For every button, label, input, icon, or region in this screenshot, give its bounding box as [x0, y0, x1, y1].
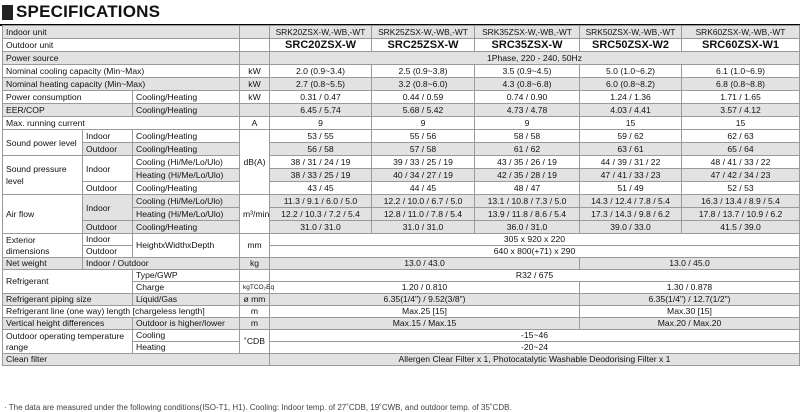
- row-airflow-indoor-cooling: [3, 195, 800, 208]
- value-cell: 39 / 33 / 25 / 19: [372, 156, 475, 169]
- value-cell: 3.2 (0.8~6.0): [372, 78, 475, 91]
- unit-kw: kW: [240, 65, 270, 78]
- value-cell: 43 / 45: [270, 182, 372, 195]
- unit-a: A: [240, 117, 270, 130]
- value-refrigerant-type: R32 / 675: [270, 270, 800, 282]
- value-cell: 4.03 / 4.41: [580, 104, 682, 117]
- row-sound-pressure-outdoor: [3, 182, 800, 195]
- unit-kgtco2: kgTCO₂Eq: [240, 282, 270, 294]
- sub-outdoor: Outdoor: [83, 143, 133, 156]
- sub-indoor: Indoor: [83, 195, 133, 221]
- sub-heating: Heating (Hi/Me/Lo/Ulo): [133, 169, 240, 182]
- value-cell: 52 / 53: [682, 182, 800, 195]
- value-cell: Max.20 / Max.20: [580, 318, 800, 330]
- value-cell: 55 / 56: [372, 130, 475, 143]
- value-cell: 3.57 / 4.12: [682, 104, 800, 117]
- unit-m3min: m³/min: [240, 195, 270, 234]
- sub-outdoor: Outdoor: [83, 221, 133, 234]
- value-cell: 13.0 / 45.0: [580, 258, 800, 270]
- sub-type-gwp: Type/GWP: [133, 270, 240, 282]
- value-cell: 56 / 58: [270, 143, 372, 156]
- value-cell: Max.15 / Max.15: [270, 318, 580, 330]
- unit-mm: ø mm: [240, 294, 270, 306]
- page-title: SPECIFICATIONS: [16, 2, 161, 21]
- value-cell: 12.2 / 10.3 / 7.2 / 5.4: [270, 208, 372, 221]
- label-height-diff: Vertical height differences: [3, 318, 133, 330]
- unit-mm: mm: [240, 234, 270, 258]
- row-cooling-capacity: [3, 65, 800, 78]
- value-cell: 2.7 (0.8~5.5): [270, 78, 372, 91]
- label-eer-cop: EER/COP: [3, 104, 133, 117]
- sub-indoor: Indoor: [83, 130, 133, 143]
- value-cell: 4.73 / 4.78: [475, 104, 580, 117]
- row-height-diff: [3, 318, 800, 330]
- value-power-source: 1Phase, 220 - 240, 50Hz: [270, 52, 800, 65]
- row-piping-size: [3, 294, 800, 306]
- value-cell: 40 / 34 / 27 / 19: [372, 169, 475, 182]
- value-cell: 6.1 (1.0~6.9): [682, 65, 800, 78]
- sub-indoor: Indoor: [83, 234, 133, 246]
- value-cell: 2.0 (0.9~3.4): [270, 65, 372, 78]
- value-cell: 0.44 / 0.59: [372, 91, 475, 104]
- value-cell: Max.30 [15]: [580, 306, 800, 318]
- value-cell: 5.68 / 5.42: [372, 104, 475, 117]
- sub-outdoor-higher-lower: Outdoor is higher/lower: [133, 318, 240, 330]
- sub-cooling: Cooling: [133, 330, 240, 342]
- indoor-model: SRK25ZSX-W,-WB,-WT: [372, 26, 475, 39]
- value-cell: 11.3 / 9.1 / 6.0 / 5.0: [270, 195, 372, 208]
- sub-hwd: HeightxWidthxDepth: [133, 234, 240, 258]
- label-cooling-capacity: Nominal cooling capacity (Min~Max): [3, 65, 240, 78]
- value-cell: 12.2 / 10.0 / 6.7 / 5.0: [372, 195, 475, 208]
- value-cell: 65 / 64: [682, 143, 800, 156]
- outdoor-model: SRC35ZSX-W: [475, 39, 580, 52]
- value-cell: 2.5 (0.9~3.8): [372, 65, 475, 78]
- row-sound-pressure-indoor-cooling: [3, 156, 800, 169]
- value-cell: 63 / 61: [580, 143, 682, 156]
- sub-cooling-heating: Cooling/Heating: [133, 91, 240, 104]
- sub-cooling-heating: Cooling/Heating: [133, 130, 240, 143]
- sub-liquid-gas: Liquid/Gas: [133, 294, 240, 306]
- row-sound-power-indoor: [3, 130, 800, 143]
- value-cell: 17.8 / 13.7 / 10.9 / 6.2: [682, 208, 800, 221]
- value-cell: 4.3 (0.8~6.8): [475, 78, 580, 91]
- label-outdoor-unit: Outdoor unit: [3, 39, 240, 52]
- value-cell: 39.0 / 33.0: [580, 221, 682, 234]
- value-cell: 48 / 41 / 33 / 22: [682, 156, 800, 169]
- value-cell: 31.0 / 31.0: [372, 221, 475, 234]
- value-temp-heating: -20~24: [270, 342, 800, 354]
- spec-table: [2, 25, 800, 366]
- value-cell: 9: [372, 117, 475, 130]
- row-dimensions-outdoor: [3, 246, 800, 258]
- value-cell: 1.24 / 1.36: [580, 91, 682, 104]
- label-piping-size: Refrigerant piping size: [3, 294, 133, 306]
- row-airflow-outdoor: [3, 221, 800, 234]
- sub-cooling: Cooling (Hi/Me/Lo/Ulo): [133, 156, 240, 169]
- value-cell: 36.0 / 31.0: [475, 221, 580, 234]
- sub-heating: Heating: [133, 342, 240, 354]
- value-cell: 0.31 / 0.47: [270, 91, 372, 104]
- value-cell: 9: [475, 117, 580, 130]
- unit-m: m: [240, 318, 270, 330]
- sub-outdoor: Outdoor: [83, 182, 133, 195]
- value-cell: 16.3 / 13.4 / 8.9 / 5.4: [682, 195, 800, 208]
- unit-kw: kW: [240, 91, 270, 104]
- value-cell: 1.20 / 0.810: [270, 282, 580, 294]
- value-cell: 14.3 / 12.4 / 7.8 / 5.4: [580, 195, 682, 208]
- row-outdoor-unit: [3, 39, 800, 52]
- label-clean-filter: Clean filter: [3, 354, 270, 366]
- outdoor-model: SRC50ZSX-W2: [580, 39, 682, 52]
- value-cell: 62 / 63: [682, 130, 800, 143]
- value-cell: 15: [580, 117, 682, 130]
- value-cell: 15: [682, 117, 800, 130]
- value-cell: 6.35(1/4") / 9.52(3/8"): [270, 294, 580, 306]
- value-cell: 1.71 / 1.65: [682, 91, 800, 104]
- label-sound-pressure: Sound pressure level: [3, 156, 83, 195]
- label-power-source: Power source: [3, 52, 240, 65]
- value-cell: 13.1 / 10.8 / 7.3 / 5.0: [475, 195, 580, 208]
- value-cell: 5.0 (1.0~6.2): [580, 65, 682, 78]
- row-clean-filter: [3, 354, 800, 366]
- sub-cooling: Cooling (Hi/Me/Lo/Ulo): [133, 195, 240, 208]
- value-cell: 9: [270, 117, 372, 130]
- value-cell: 1.30 / 0.878: [580, 282, 800, 294]
- indoor-model: SRK35ZSX-W,-WB,-WT: [475, 26, 580, 39]
- label-line-length: Refrigerant line (one way) length [chargeless length]: [3, 306, 240, 318]
- unit-kg: kg: [240, 258, 270, 270]
- sub-cooling-heating: Cooling/Heating: [133, 182, 240, 195]
- unit-cdb: ˚CDB: [240, 330, 270, 354]
- row-indoor-unit: [3, 26, 800, 39]
- value-cell: 31.0 / 31.0: [270, 221, 372, 234]
- value-cell: 47 / 42 / 34 / 23: [682, 169, 800, 182]
- label-max-current: Max. running current: [3, 117, 240, 130]
- value-cell: 38 / 31 / 24 / 19: [270, 156, 372, 169]
- sub-heating: Heating (Hi/Me/Lo/Ulo): [133, 208, 240, 221]
- label-air-flow: Air flow: [3, 195, 83, 234]
- row-power-source: [3, 52, 800, 65]
- value-cell: 6.8 (0.8~8.8): [682, 78, 800, 91]
- value-cell: 42 / 35 / 28 / 19: [475, 169, 580, 182]
- sub-outdoor: Outdoor: [83, 246, 133, 258]
- value-cell: 43 / 35 / 26 / 19: [475, 156, 580, 169]
- row-heating-capacity: [3, 78, 800, 91]
- indoor-model: SRK50ZSX-W,-WB,-WT: [580, 26, 682, 39]
- sub-indoor-outdoor: Indoor / Outdoor: [83, 258, 240, 270]
- header-square-icon: [2, 5, 13, 20]
- value-cell: 44 / 39 / 31 / 22: [580, 156, 682, 169]
- value-cell: 3.5 (0.9~4.5): [475, 65, 580, 78]
- value-cell: 38 / 33 / 25 / 19: [270, 169, 372, 182]
- label-indoor-unit: Indoor unit: [3, 26, 240, 39]
- row-net-weight: [3, 258, 800, 270]
- indoor-model: SRK60ZSX-W,-WB,-WT: [682, 26, 800, 39]
- sub-cooling-heating: Cooling/Heating: [133, 143, 240, 156]
- value-cell: Max.25 [15]: [270, 306, 580, 318]
- unit-kw: kW: [240, 78, 270, 91]
- row-dimensions-indoor: [3, 234, 800, 246]
- label-heating-capacity: Nominal heating capacity (Min~Max): [3, 78, 240, 91]
- row-sound-power-outdoor: [3, 143, 800, 156]
- value-cell: 51 / 49: [580, 182, 682, 195]
- value-cell: 6.0 (0.8~8.2): [580, 78, 682, 91]
- sub-cooling-heating: Cooling/Heating: [133, 104, 240, 117]
- outdoor-model: SRC25ZSX-W: [372, 39, 475, 52]
- value-cell: 57 / 58: [372, 143, 475, 156]
- value-cell: 13.0 / 43.0: [270, 258, 580, 270]
- row-refrigerant-type: [3, 270, 800, 282]
- value-cell: 58 / 58: [475, 130, 580, 143]
- row-temp-cooling: [3, 330, 800, 342]
- sub-cooling-heating: Cooling/Heating: [133, 221, 240, 234]
- sub-charge: Charge: [133, 282, 240, 294]
- row-max-current: [3, 117, 800, 130]
- value-cell: 59 / 62: [580, 130, 682, 143]
- value-cell: 41.5 / 39.0: [682, 221, 800, 234]
- row-eer-cop: [3, 104, 800, 117]
- outdoor-model: SRC20ZSX-W: [270, 39, 372, 52]
- indoor-model: SRK20ZSX-W,-WB,-WT: [270, 26, 372, 39]
- label-operating-temp: Outdoor operating temperature range: [3, 330, 133, 354]
- row-line-length: [3, 306, 800, 318]
- sub-indoor: Indoor: [83, 156, 133, 182]
- value-cell: 17.3 / 14.3 / 9.8 / 6.2: [580, 208, 682, 221]
- value-cell: 6.35(1/4") / 12.7(1/2"): [580, 294, 800, 306]
- label-net-weight: Net weight: [3, 258, 83, 270]
- label-power-consumption: Power consumption: [3, 91, 133, 104]
- value-cell: 12.8 / 11.0 / 7.8 / 5.4: [372, 208, 475, 221]
- value-cell: 53 / 55: [270, 130, 372, 143]
- footnote: · The data are measured under the following conditions(ISO-T1, H1). Cooling: Indoor temp. of 27˚CDB, 19˚CWB, and outdoor temp. of 35˚CDB.: [4, 403, 512, 412]
- value-dimensions-outdoor: 640 x 800(+71) x 290: [270, 246, 800, 258]
- row-power-consumption: [3, 91, 800, 104]
- outdoor-model: SRC60ZSX-W1: [682, 39, 800, 52]
- value-cell: 44 / 45: [372, 182, 475, 195]
- unit-m: m: [240, 306, 270, 318]
- value-cell: 47 / 41 / 33 / 23: [580, 169, 682, 182]
- value-cell: 48 / 47: [475, 182, 580, 195]
- label-sound-power: Sound power level: [3, 130, 83, 156]
- value-cell: 0.74 / 0.90: [475, 91, 580, 104]
- value-dimensions-indoor: 305 x 920 x 220: [270, 234, 800, 246]
- section-header: [2, 1, 160, 23]
- value-cell: 61 / 62: [475, 143, 580, 156]
- value-clean-filter: Allergen Clear Filter x 1, Photocatalytic Washable Deodorising Filter x 1: [270, 354, 800, 366]
- label-dimensions: Exterior dimensions: [3, 234, 83, 258]
- value-cell: 6.45 / 5.74: [270, 104, 372, 117]
- value-cell: 13.9 / 11.8 / 8.6 / 5.4: [475, 208, 580, 221]
- unit-dba: dB(A): [240, 130, 270, 195]
- label-refrigerant: Refrigerant: [3, 270, 133, 294]
- value-temp-cooling: -15~46: [270, 330, 800, 342]
